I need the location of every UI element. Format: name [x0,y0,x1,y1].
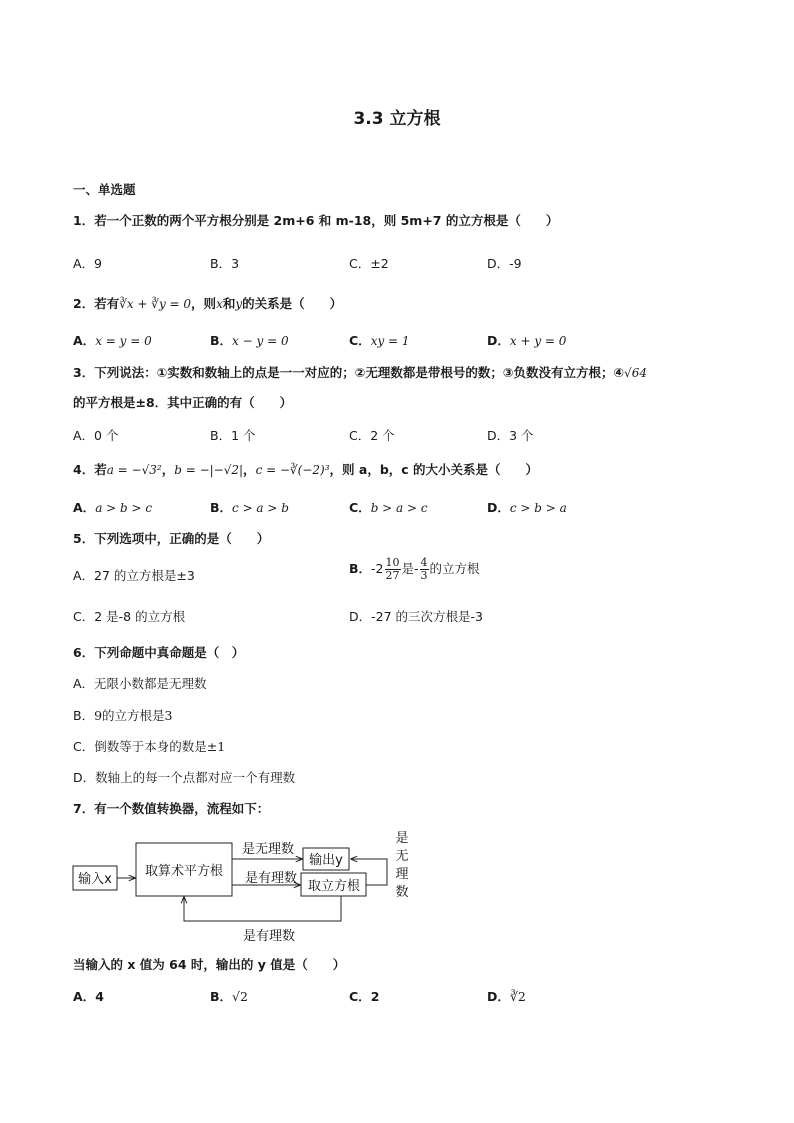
q2-stem-and: 和 [222,296,236,311]
flow-label-irrational: 是无理数 [241,842,295,857]
q5-option-b-suffix: 的立方根 [429,561,480,576]
q7-option-b-expr: √2 [232,989,248,1004]
q5-fraction-1-numerator: 10 [385,556,400,569]
q1-option-c: C．±2 [349,256,389,271]
flow-label-rational-2: 是有理数 [242,929,296,944]
q3-option-d: D．3 个 [487,428,534,443]
q7-option-b-label: B． [210,989,233,1004]
q4-option-b-expr: c > a > b [232,501,289,515]
q2-stem-expression: ∛x + ∛y = 0 [119,297,192,311]
q4-option-a-expr: a > b > c [95,501,153,515]
q7-option-a-label: A． [73,989,96,1004]
q3-line-1-expr: √64 [624,366,647,380]
q4-stem-prefix: 4．若 [73,462,107,477]
q4-option-c-label: C． [349,500,371,515]
q2-option-a-label: A． [73,333,96,348]
flow-arrow-rational-loop [184,896,341,921]
q7-option-d [487,987,526,1005]
q7-option-d-expr: ∛2 [509,989,526,1004]
q2-option-c-label: C． [349,333,371,348]
q4-option-b-label: B． [210,500,233,515]
q2-var-x: x [216,297,223,311]
q5-fraction-1-denominator: 27 [385,569,400,582]
q7-option-d-label: D． [487,989,510,1004]
q5-option-b-whole: -2 [371,561,384,576]
flow-side-char-3: 理 [395,867,409,882]
q2-option-b-expr: x − y = 0 [232,334,289,348]
flow-side-char-4: 数 [395,885,409,900]
flow-sqrt-label: 取算术平方根 [144,864,224,879]
q6-option-c-label: C．倒数等于本身的数是 [73,739,207,754]
question-4-stem: 4．若a = −√3²，b = −|−√2|，c = −∛(−2)³，则 a，b，c 的大小关系是（ ） [73,462,539,477]
q4-option-d-expr: c > b > a [509,501,567,515]
question-6-stem: 6．下列命题中真命题是（ ） [73,645,245,660]
q3-line-1-text: 3．下列说法：①实数和数轴上的点是一一对应的；②无理数都是带根号的数；③负数没有立方根；④ [73,365,625,380]
q3-option-a: A．0 个 [73,428,119,443]
q2-option-d-label: D． [487,333,510,348]
q4-expr-c: c = −∛(−2)³ [255,463,330,477]
question-1-stem: 1．若一个正数的两个平方根分别是 2m+6 和 m-18，则 5m+7 的立方根是（ ） [73,213,559,228]
q4-option-d-label: D． [487,500,510,515]
flow-cbrt-label: 取立方根 [307,879,361,894]
q6-option-b-number-1: 9 [94,708,103,723]
question-3-line-2: 的平方根是±8．其中正确的有（ ） [73,395,293,410]
q1-option-b: B．3 [210,256,240,271]
q2-option-d-expr: x + y = 0 [509,334,567,348]
q3-option-c: C．2 个 [349,428,395,443]
q2-option-a-expr: x = y = 0 [95,334,152,348]
question-7-stem: 7．有一个数值转换器，流程如下： [73,801,270,816]
question-7-prompt: 当输入的 x 值为 64 时，输出的 y 值是（ ） [73,957,346,972]
q7-option-c-label: C． [349,989,371,1004]
q7-option-c-value: 2 [370,989,380,1004]
q2-option-c-expr: xy = 1 [370,334,410,348]
q5-fraction-2-denominator: 3 [420,569,428,582]
q1-option-a: A．9 [73,256,103,271]
q3-option-b: B．1 个 [210,428,256,443]
q7-option-a [73,987,104,1005]
q6-option-c-expr: ±1 [206,739,226,754]
flow-input-label: 输入x [78,872,112,887]
q4-expr-b: b = −|−√2| [174,463,244,477]
q7-option-b [210,987,248,1005]
question-5-stem: 5．下列选项中，正确的是（ ） [73,531,270,546]
q5-option-c: C．2 是-8 的立方根 [73,609,186,624]
q2-var-y: y [235,297,243,311]
q6-option-a: A．无限小数都是无理数 [73,676,207,691]
q6-option-b-label: B． [73,708,95,723]
q1-option-d: D．-9 [487,256,522,271]
q2-stem-suffix: 的关系是（ ） [242,296,343,311]
q5-fraction-2-numerator: 4 [420,556,428,569]
q7-option-c [349,987,379,1005]
q2-option-b-label: B． [210,333,233,348]
q6-option-b-number-2: 3 [164,708,173,723]
flow-side-char-2: 无 [395,849,409,864]
flow-side-char-1: 是 [395,831,409,846]
flow-output-label: 输出y [309,853,343,868]
q4-expr-a: a = −√3² [106,463,162,477]
q5-option-d: D．-27 的三次方根是-3 [349,609,483,624]
q6-option-d: D．数轴上的每一个点都对应一个有理数 [73,770,296,785]
q6-option-b-text: 的立方根是 [102,708,165,723]
q5-option-a: A．27 的立方根是±3 [73,568,195,583]
q5-option-b-label: B． [349,561,372,576]
q4-stem-suffix: ，则 a，b，c 的大小关系是（ ） [329,462,539,477]
section-heading: 一、单选题 [73,182,136,197]
q5-option-b-mid: 是- [401,561,419,576]
q2-stem-prefix: 2．若有 [73,296,120,311]
q4-option-c-expr: b > a > c [370,501,428,515]
page-title: 3.3 立方根 [353,109,441,129]
q4-option-a-label: A． [73,500,96,515]
flow-label-rational-1: 是有理数 [244,871,298,886]
q7-option-a-value: 4 [95,989,104,1004]
q2-stem-mid: ，则 [191,296,217,311]
